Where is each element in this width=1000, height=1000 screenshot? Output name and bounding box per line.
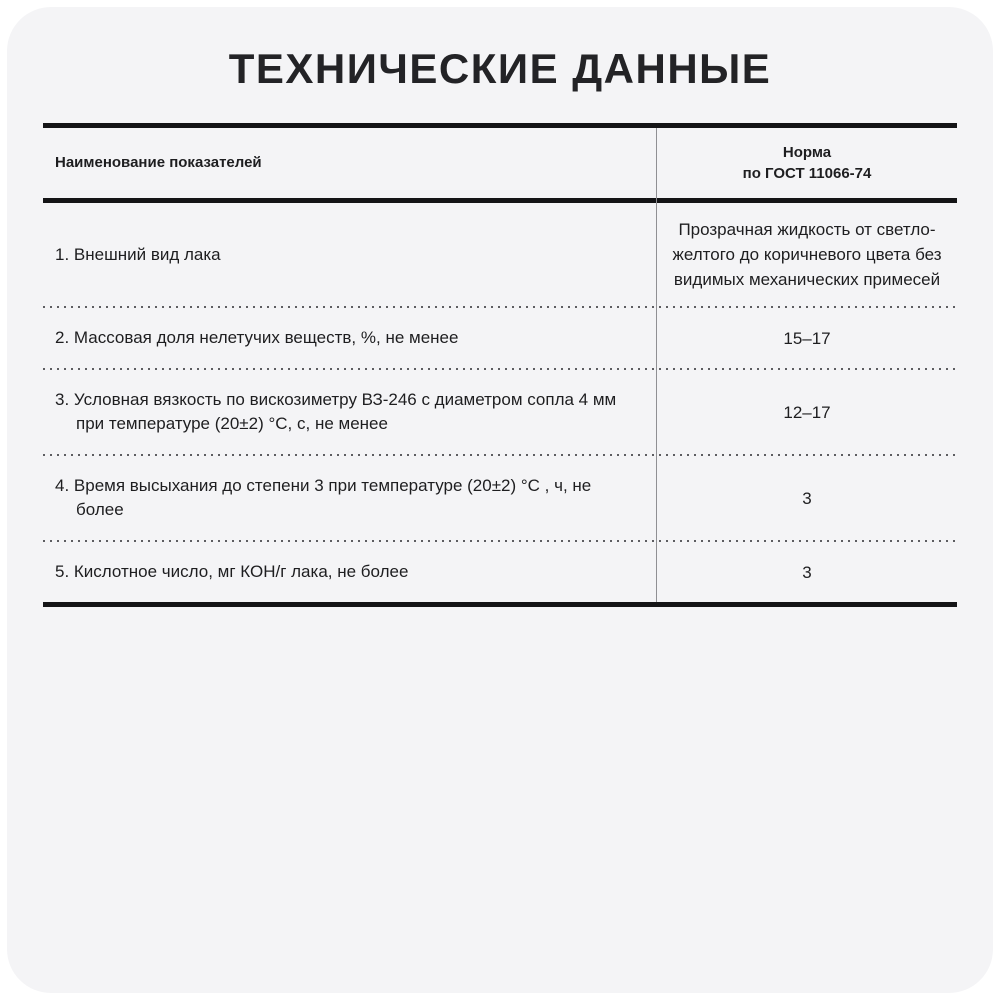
row-name-cell [43,225,657,285]
row-value-cell: 3 [802,488,812,508]
content-card [7,7,993,993]
row-name-cell [43,542,657,602]
row-name-cell [43,370,657,454]
header-norm-line1: Норма [782,144,832,161]
page-title: ТЕХНИЧЕСКИЕ ДАННЫЕ [228,45,772,92]
header-norm-column [657,128,957,198]
row-name-cell [43,456,657,540]
row-name-text: 3. Условная вязкость по вискозиметру ВЗ-246 с диаметром сопла 4 мм при температуре (20±2) °С, с, не менее [55,390,617,433]
table-row [43,203,957,306]
table-row [43,456,957,540]
table-row [43,308,957,368]
header-norm-line2: по ГОСТ 11066-74 [742,165,872,182]
row-value-cell: 15–17 [783,328,831,348]
row-value-cell: 3 [802,562,812,582]
row-name-cell [43,308,657,368]
technical-data-table [43,123,957,607]
table-header-row [43,128,957,203]
table-row [43,370,957,454]
row-name-text: 5. Кислотное число, мг КОН/г лака, не более [55,562,409,581]
header-name-column: Наименование показателей [55,154,262,171]
row-name-text: 1. Внешний вид лака [55,244,221,264]
row-value-cell: Прозрачная жидкость от светло-желтого до коричневого цвета без видимых механических примесей [672,220,942,289]
row-name-text: 2. Массовая доля нелетучих веществ, %, не менее [55,328,459,347]
column-divider-line [656,128,657,602]
row-name-text: 4. Время высыхания до степени 3 при температуре (20±2) °С , ч, не более [55,476,592,519]
table-body [43,203,957,602]
row-value-cell: 12–17 [783,402,831,422]
table-row [43,542,957,602]
